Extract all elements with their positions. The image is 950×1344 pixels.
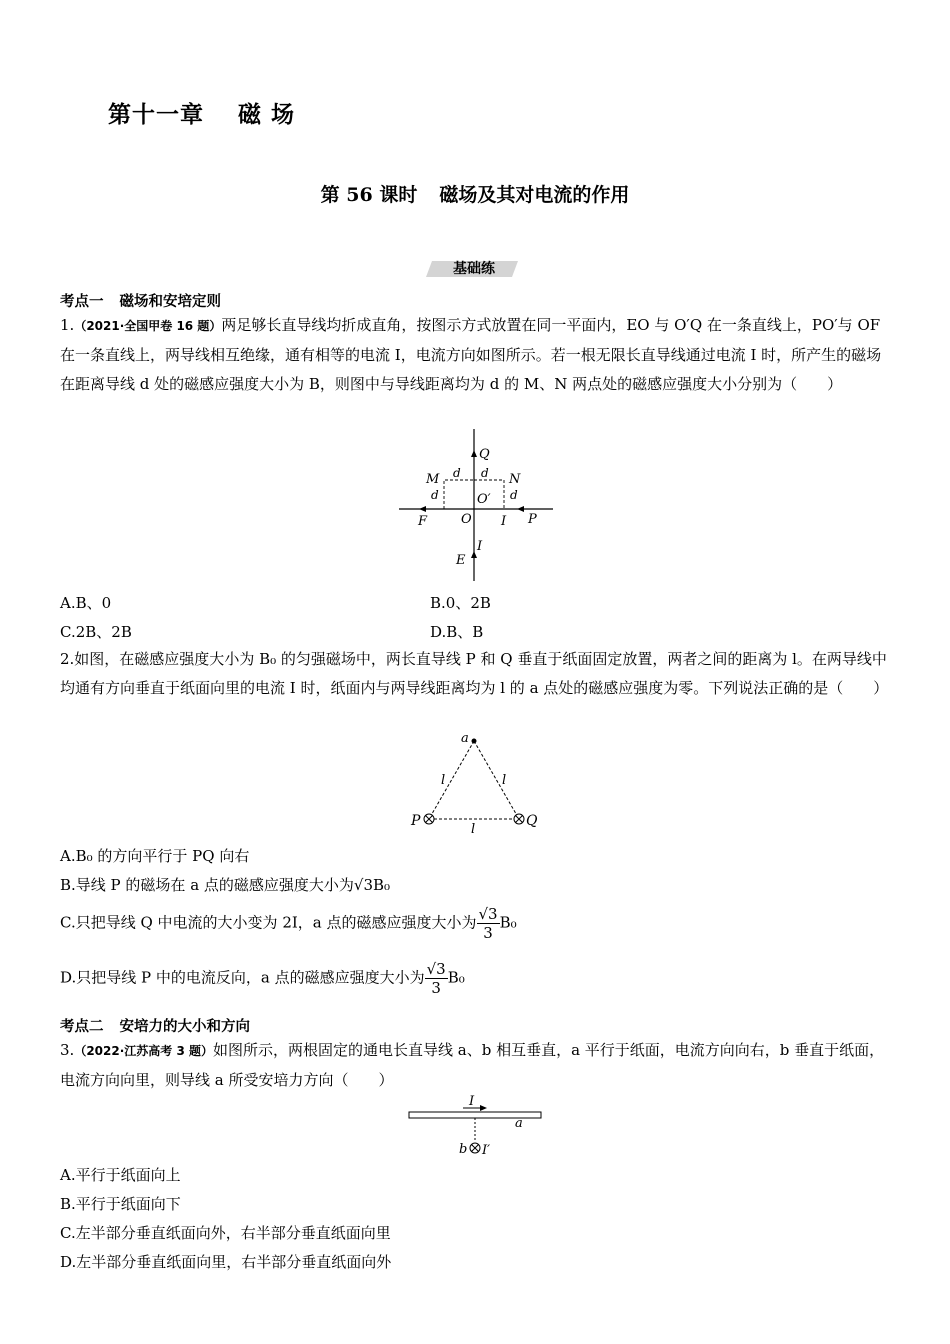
label-l-bottom: l [471, 822, 476, 836]
label-a: a [461, 731, 469, 746]
label-d-top-left: d [453, 466, 461, 480]
label-P: P [411, 813, 421, 829]
lesson-title: 第 56 课时 磁场及其对电流的作用 [320, 184, 630, 206]
label-a: a [515, 1116, 523, 1131]
label-d-top-right: d [481, 466, 489, 480]
question-3-text: 3.（2022·江苏高考 3 题）如图所示，两根固定的通电长直导线 a、b 相互垂直，a 平行于纸面，电流方向向右，b 垂直于纸面，电流方向向里，则导线 a 所受安培力方向（ ） [60, 1041, 885, 1089]
fraction-root3-over-3: $\frac{√3}{3}$ [478, 905, 498, 942]
label-d-right: d [510, 488, 518, 502]
label-O: O [461, 512, 472, 527]
label-I: I [469, 1094, 475, 1109]
q2-option-b: B.导线 P 的磁场在 a 点的磁感应强度大小为√3B₀ [60, 876, 391, 894]
question-2-text: 2.如图，在磁感应强度大小为 B₀ 的匀强磁场中，两长直导线 P 和 Q 垂直于纸面固定放置，两者之间的距离为 l。在两导线中均通有方向垂直于纸面向里的电流 I 时，纸面内与两导线距离均为 l 的 a 点处的磁感应强度为零。下列说法正确的是（ ） [60, 650, 889, 697]
question-1-text: 1.（2021·全国甲卷 16 题）两足够长直导线均折成直角，按图示方式放置在同一平面内，EO 与 O′Q 在一条直线上，PO′与 OF 在一条直线上，两导线相互绝缘，通有相等的电流 I，电流方向如图所示。若一根无限长直导线通过电流 I 时，所产生的磁场在距离导线 d 处的磁感应强度大小为 B，则图中与导线距离均为 d 的 M、N 两点处的磁感应强度大小分别为（ ） [60, 316, 882, 393]
label-d-left: d [431, 488, 439, 502]
label-N: N [509, 472, 521, 487]
q3-option-c: C.左半部分垂直纸面向外，右半部分垂直纸面向里 [60, 1224, 391, 1242]
label-F: F [418, 514, 428, 529]
label-O-prime: O′ [477, 492, 491, 507]
q2-option-c: C.只把导线 Q 中电流的大小变为 2I，a 点的磁感应强度大小为 $\frac{√3}{3}$ B₀ [60, 905, 517, 942]
figure-2-triangle [405, 728, 555, 836]
label-l-right: l [502, 773, 507, 788]
chapter-title: 第十一章 磁 场 [108, 101, 296, 128]
current-arrow-left [517, 506, 524, 512]
label-Q: Q [526, 813, 538, 829]
q1-option-b: B.0、2B [430, 594, 491, 612]
current-arrow-left-lower [419, 506, 426, 512]
label-M: M [426, 472, 440, 487]
current-arrow-right [480, 1105, 487, 1111]
fraction-root3-over-3-d: $\frac{√3}{3}$ [426, 960, 446, 997]
badge-label: 基础练 [453, 261, 495, 277]
label-I-right: I [501, 514, 507, 529]
label-I-down: I [477, 539, 483, 554]
q1-option-a: A.B、0 [60, 594, 112, 612]
q3-option-a: A.平行于纸面向上 [60, 1166, 181, 1184]
label-Q: Q [479, 447, 490, 462]
label-l-left: l [441, 773, 446, 788]
current-arrow-up [471, 450, 477, 457]
q1-option-d: D.B、B [430, 623, 484, 641]
q2-option-d: D.只把导线 P 中的电流反向，a 点的磁感应强度大小为 $\frac{√3}{3}$ B₀ [60, 960, 465, 997]
q2-option-b-value: √3B₀ [353, 876, 391, 894]
q3-option-d: D.左半部分垂直纸面向里，右半部分垂直纸面向外 [60, 1253, 392, 1271]
label-I-prime: I′ [482, 1143, 491, 1158]
figure-3-wires [405, 1094, 545, 1160]
q1-option-c: C.2B、2B [60, 623, 132, 641]
section-heading-1: 考点一 磁场和安培定则 [60, 294, 221, 310]
q3-option-b: B.平行于纸面向下 [60, 1195, 181, 1213]
point-a [472, 739, 477, 744]
q2-option-a: A.B₀ 的方向平行于 PQ 向右 [60, 847, 250, 865]
label-P: P [528, 512, 537, 527]
label-b: b [459, 1142, 468, 1157]
section-heading-2: 考点二 安培力的大小和方向 [60, 1019, 250, 1035]
label-E: E [456, 553, 466, 568]
figure-1-wires [395, 425, 557, 585]
